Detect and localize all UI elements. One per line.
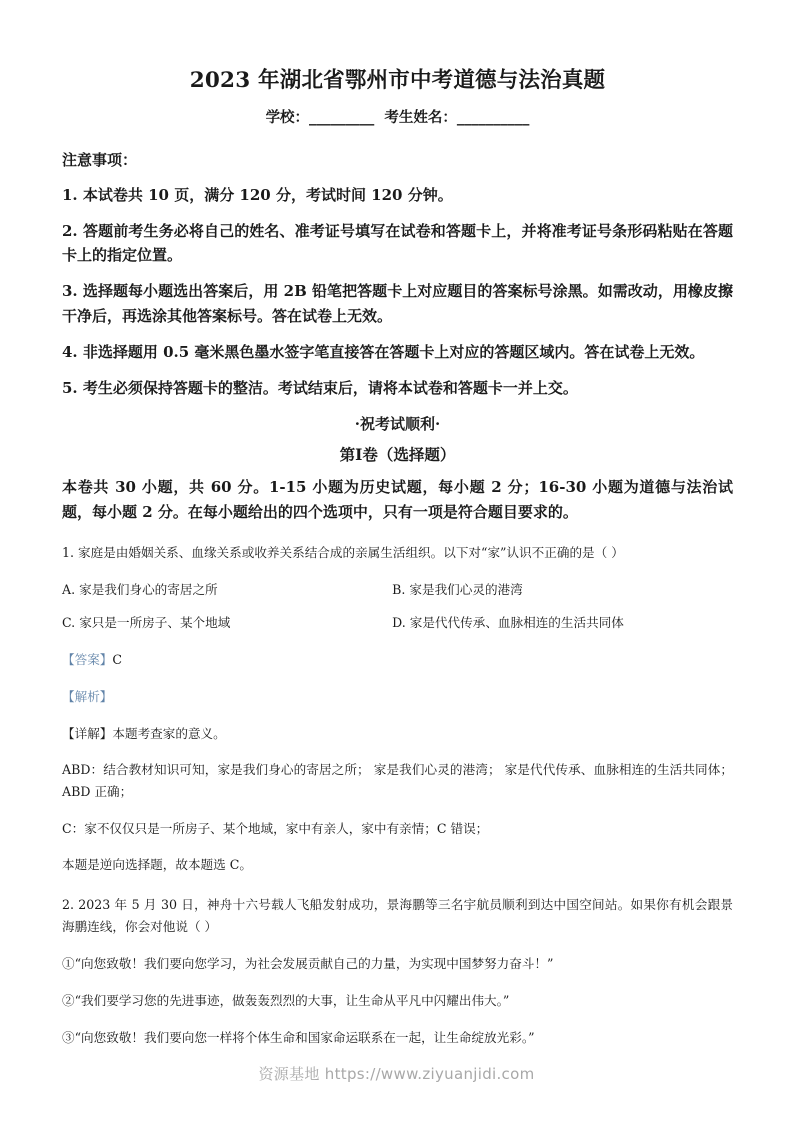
detail-text: 本题考查家的意义。 <box>112 726 226 741</box>
page-title: 2023 年湖北省鄂州市中考道德与法治真题 <box>189 68 606 93</box>
notice-heading: 注意事项： <box>62 150 138 169</box>
notice-item: 3. 选择题每小题选出答案后，用 2B 铅笔把答题卡上对应题目的答案标号涂黑。如需改动，用橡皮擦干净后，再选涂其他答案标号。答在试卷上无效。 <box>62 282 733 325</box>
option-a[interactable]: A. 家是我们身心的寄居之所 <box>62 581 218 597</box>
section-instruction: 本卷共 30 小题，共 60 分。1-15 小题为历史试题，每小题 2 分；16-30 小题为道德与法治试题，每小题 2 分。在每小题给出的四个选项中，只有一项是符合题目要求的。 <box>62 478 733 522</box>
option-d[interactable]: D. 家是代代传承、血脉相连的生活共同体 <box>392 614 624 630</box>
good-luck-line: ·祝考试顺利· <box>354 414 441 433</box>
analysis-line <box>62 671 733 708</box>
notice-item: 2. 答题前考生务必将自己的姓名、准考证号填写在试卷和答题卡上，并将准考证号条形码粘贴在答题卡上的指定位置。 <box>62 221 733 265</box>
option-c[interactable]: C. 家只是一所房子、某个地域 <box>62 614 231 630</box>
numbered-item: ②“我们要学习您的先进事迹，做轰轰烈烈的大事，让生命从平凡中闪耀出伟大。” <box>62 992 510 1008</box>
analysis-tag: 【解析】 <box>62 688 113 704</box>
page-content <box>62 0 733 1049</box>
numbered-item: ③“向您致敬！我们要向您一样将个体生命和国家命运联系在一起，让生命绽放光彩。” <box>62 1029 535 1045</box>
volume-heading: 第Ⅰ卷（选择题） <box>339 444 456 464</box>
explanation-paragraph: C：家不仅仅只是一所房子、某个地域，家中有亲人，家中有亲情；C 错误； <box>62 820 489 836</box>
answer-tag: 【答案】 <box>62 651 113 667</box>
answer-value: C <box>112 651 123 667</box>
notice-item: 5. 考生必须保持答题卡的整洁。考试结束后，请将本试卷和答题卡一并上交。 <box>62 379 578 398</box>
numbered-item: ①“向您致敬！我们要向您学习，为社会发展贡献自己的力量，为实现中国梦努力奋斗！” <box>62 955 554 971</box>
question-options <box>62 564 733 634</box>
question-stem: 1. 家庭是由婚姻关系、血缘关系或收养关系结合成的亲属生活组织。以下对“家”认识不正确的是（ ） <box>62 544 624 560</box>
detail-line <box>62 708 733 745</box>
question-stem: 2. 2023 年 5 月 30 日，神舟十六号载人飞船发射成功，景海鹏等三名宇航员顺利到达中国空间站。如果你有机会跟景海鹏连线，你会对他说（ ） <box>62 896 733 934</box>
explanation-paragraph: ABD：结合教材知识可知，家是我们身心的寄居之所； 家是我们心灵的港湾； 家是代代传承、血脉相连的生活共同体；ABD 正确； <box>62 762 733 800</box>
answer-line <box>62 634 733 671</box>
option-b[interactable]: B. 家是我们心灵的港湾 <box>392 581 523 597</box>
notice-item: 4. 非选择题用 0.5 毫米黑色墨水签字笔直接答在答题卡上对应的答题区域内。答在试卷上无效。 <box>62 343 705 362</box>
notice-item: 1. 本试卷共 10 页，满分 120 分，考试时间 120 分钟。 <box>62 185 453 204</box>
identity-fields-line: 学校：_________ 考生姓名：__________ <box>265 109 530 127</box>
explanation-paragraph: 本题是逆向选择题，故本题选 C。 <box>62 857 252 873</box>
detail-tag: 【详解】 <box>62 726 113 741</box>
watermark: 资源基地 https://www.ziyuanjidi.com <box>258 1065 535 1083</box>
